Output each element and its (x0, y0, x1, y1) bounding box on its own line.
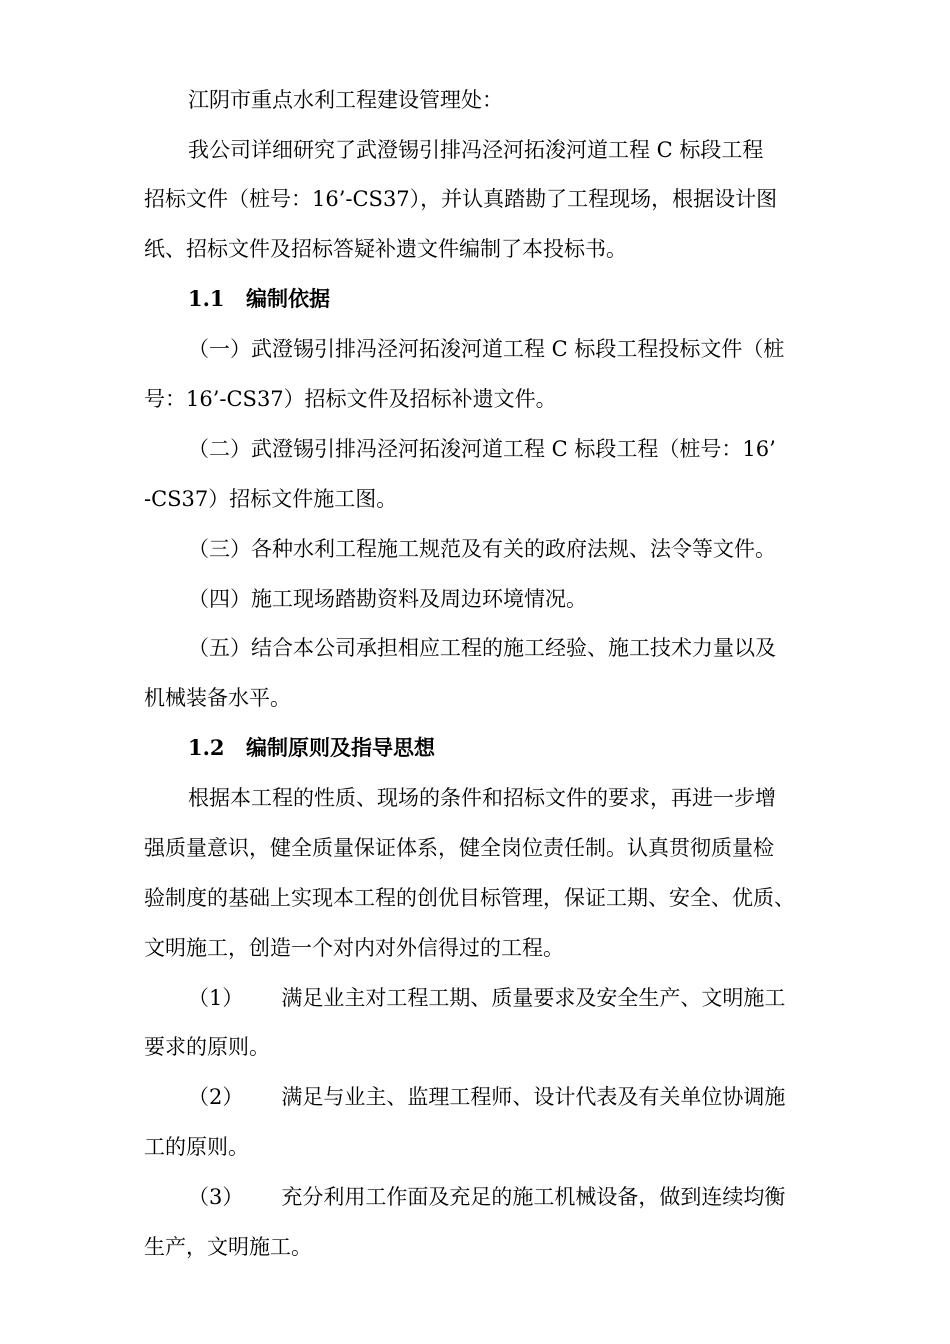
principle-1-line-2: 要求的原则。 (144, 1035, 270, 1059)
basis-item-3: （三）各种水利工程施工规范及有关的政府法规、法令等文件。 (188, 537, 776, 561)
basis-item-2-line-2: -CS37）招标文件施工图。 (144, 487, 398, 511)
principle-2-label: （2） (188, 1085, 244, 1109)
principle-2-text: 满足与业主、监理工程师、设计代表及有关单位协调施 (281, 1085, 786, 1109)
principle-para-line-3: 验制度的基础上实现本工程的创优目标管理，保证工期、安全、优质、 (144, 886, 795, 910)
intro-line-2: 招标文件（桩号：16’-CS37），并认真踏勘了工程现场，根据设计图 (144, 187, 778, 211)
principle-3-label: （3） (188, 1185, 244, 1209)
principle-2-line-1 (188, 1083, 785, 1111)
principle-3-line-1 (188, 1183, 785, 1211)
section-2-heading (188, 734, 435, 762)
principle-1-label: （1） (188, 986, 244, 1010)
basis-item-5-line-2: 机械装备水平。 (144, 686, 291, 710)
basis-item-1-line-1: （一）武澄锡引排冯泾河拓浚河道工程 C 标段工程投标文件（桩 (188, 337, 785, 361)
intro-line-3: 纸、招标文件及招标答疑补遗文件编制了本投标书。 (144, 237, 627, 261)
section-1-number: 1.1 (188, 286, 225, 311)
basis-item-1-line-2: 号：16’-CS37）招标文件及招标补遗文件。 (144, 387, 557, 411)
section-2-number: 1.2 (188, 735, 225, 760)
section-1-title: 编制依据 (246, 286, 330, 311)
basis-item-2-line-1: （二）武澄锡引排冯泾河拓浚河道工程 C 标段工程（桩号：16’ (188, 437, 776, 461)
principle-para-line-1: 根据本工程的性质、现场的条件和招标文件的要求，再进一步增 (188, 786, 776, 810)
addressee: 江阴市重点水利工程建设管理处： (188, 88, 503, 112)
intro-line-1: 我公司详细研究了武澄锡引排冯泾河拓浚河道工程 C 标段工程 (188, 138, 764, 162)
section-2-title: 编制原则及指导思想 (246, 735, 435, 760)
principle-2-line-2: 工的原则。 (144, 1135, 249, 1159)
principle-3-line-2: 生产，文明施工。 (144, 1235, 312, 1259)
principle-1-line-1 (188, 984, 785, 1012)
section-1-heading (188, 285, 330, 313)
principle-3-text: 充分利用工作面及充足的施工机械设备，做到连续均衡 (281, 1185, 786, 1209)
principle-para-line-4: 文明施工，创造一个对内对外信得过的工程。 (144, 936, 564, 960)
principle-1-text: 满足业主对工程工期、质量要求及安全生产、文明施工 (281, 986, 786, 1010)
principle-para-line-2: 强质量意识，健全质量保证体系，健全岗位责任制。认真贯彻质量检 (144, 836, 774, 860)
basis-item-4: （四）施工现场踏勘资料及周边环境情况。 (188, 587, 587, 611)
basis-item-5-line-1: （五）结合本公司承担相应工程的施工经验、施工技术力量以及 (188, 636, 776, 660)
